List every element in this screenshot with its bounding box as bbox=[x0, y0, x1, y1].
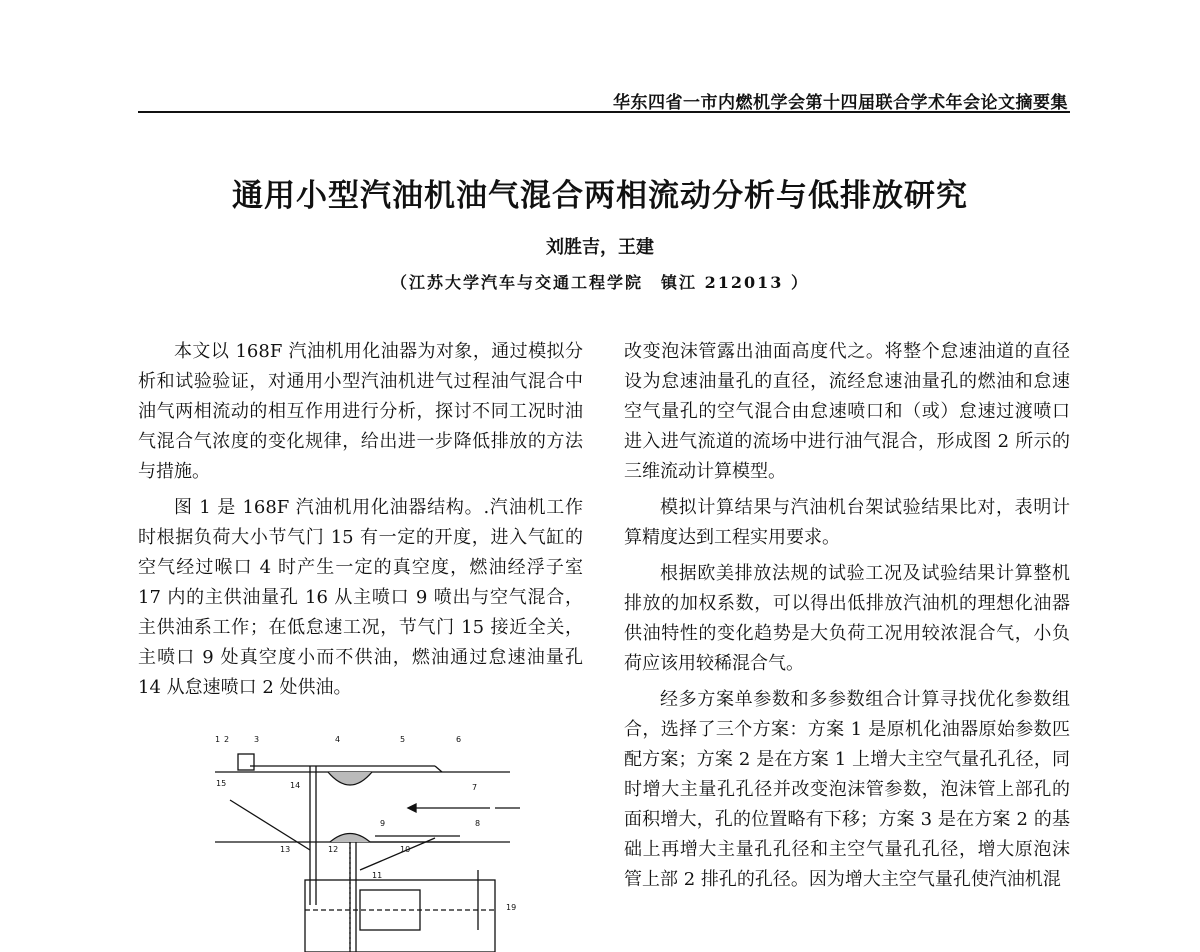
carburetor-diagram bbox=[210, 730, 528, 952]
header-rule bbox=[138, 111, 1070, 113]
right-paragraph-1: 改变泡沫管露出油面高度代之。将整个怠速油道的直径设为怠速油量孔的直径，流经怠速油量孔的燃油和怠速空气量孔的空气混合由怠速喷口和（或）怠速过渡喷口进入进气流道的流场中进行油气混合，形成图 2 所示的三维流动计算模型。 bbox=[624, 341, 1070, 482]
paper-authors: 刘胜吉，王建 bbox=[546, 237, 654, 258]
right-column bbox=[624, 337, 1070, 901]
left-paragraph-2: 图 1 是 168F 汽油机用化油器结构。.汽油机工作时根据负荷大小节气门 15 有一定的开度，进入气缸的空气经过喉口 4 时产生一定的真空度，燃油经浮子室 17 内的主供油量孔 16 从主喷口 9 喷出与空气混合，主供油系工作；在低怠速工况，节气门 15 接近全关，主喷口 9 处真空度小而不供油，燃油通过怠速油量孔 14 从怠速喷口 2 处供油。 bbox=[138, 497, 583, 698]
paper-affiliation: （江苏大学汽车与交通工程学院 镇江 212013 ） bbox=[391, 273, 809, 292]
right-paragraph-4: 经多方案单参数和多参数组合计算寻找优化参数组合，选择了三个方案：方案 1 是原机化油器原始参数匹配方案；方案 2 是在方案 1 上增大主空气量孔孔径，同时增大主量孔孔径并改变泡沫管参数，泡沫管上部孔的面积增大，孔的位置略有下移；方案 3 是在方案 2 的基础上再增大主量孔孔径和主空气量孔孔径，增大原泡沫管上部 2 排孔的孔径。因为增大主空气量孔使汽油机混 bbox=[624, 689, 1070, 890]
fig-label: 5 bbox=[400, 735, 406, 744]
fig-label: 4 bbox=[335, 735, 341, 744]
fig-label: 1 bbox=[215, 735, 221, 744]
idle-jet-block bbox=[238, 754, 254, 770]
fig-label: 8 bbox=[475, 819, 481, 828]
paper-title: 通用小型汽油机油气混合两相流动分析与低排放研究 bbox=[232, 178, 968, 214]
fig-label: 2 bbox=[224, 735, 230, 744]
fig-label: 13 bbox=[280, 845, 291, 854]
left-paragraph-1: 本文以 168F 汽油机用化油器为对象，通过模拟分析和试验验证，对通用小型汽油机进气过程油气混合中油气两相流动的相互作用进行分析，探讨不同工况时油气混合气浓度的变化规律，给出进一步降低排放的方法与措施。 bbox=[138, 341, 583, 482]
venturi-dome-top bbox=[328, 772, 372, 785]
fig-label: 7 bbox=[472, 783, 478, 792]
fig-label: 14 bbox=[290, 781, 301, 790]
fig-label: 12 bbox=[328, 845, 339, 854]
carburetor-figure bbox=[210, 730, 528, 952]
venturi-dome-bottom bbox=[330, 834, 370, 843]
fig-label: 11 bbox=[372, 871, 383, 880]
running-header: 华东四省一市内燃机学会第十四届联合学术年会论文摘要集 bbox=[613, 93, 1068, 113]
fig-label: 19 bbox=[506, 903, 517, 912]
fig-label: 6 bbox=[456, 735, 462, 744]
left-column bbox=[138, 337, 583, 709]
fig-label: 15 bbox=[216, 779, 227, 788]
fig-label: 10 bbox=[400, 845, 411, 854]
fig-label: 3 bbox=[254, 735, 260, 744]
right-paragraph-3: 根据欧美排放法规的试验工况及试验结果计算整机排放的加权系数，可以得出低排放汽油机的理想化油器供油特性的变化趋势是大负荷工况用较浓混合气，小负荷应该用较稀混合气。 bbox=[624, 563, 1070, 674]
right-paragraph-2: 模拟计算结果与汽油机台架试验结果比对，表明计算精度达到工程实用要求。 bbox=[624, 497, 1070, 548]
fig-label: 9 bbox=[380, 819, 386, 828]
